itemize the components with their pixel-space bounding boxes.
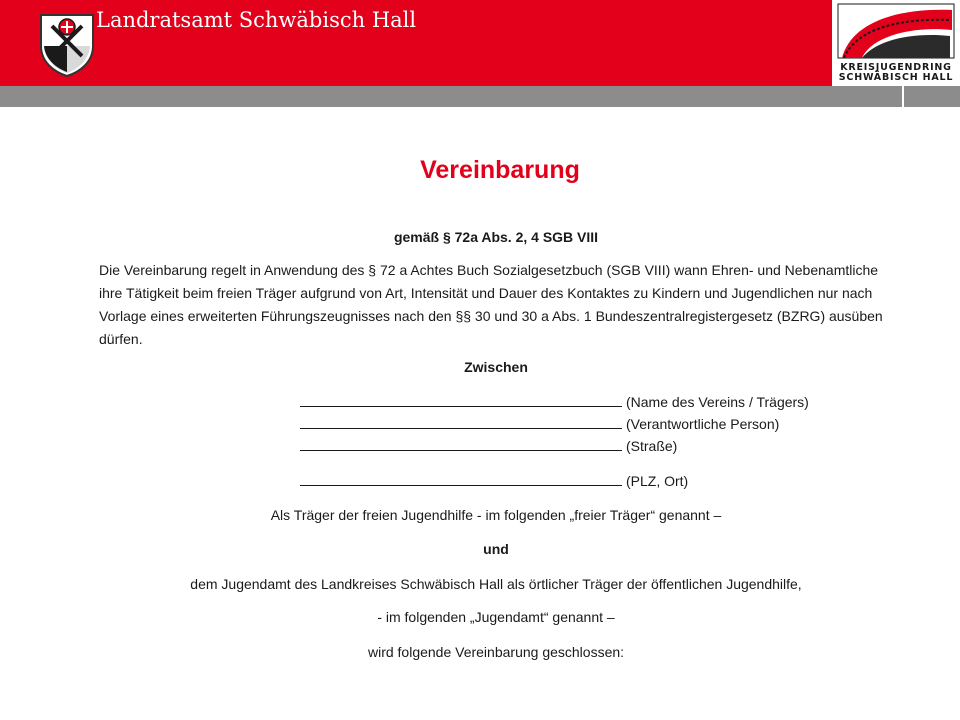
logo-text-line1: KREISJUGENDRING	[840, 62, 952, 73]
intro-paragraph: Die Vereinbarung regelt in Anwendung des § 72 a Achtes Buch Sozialgesetzbuch (SGB VIII) wann Ehren- und Nebenamtliche ihre Tätigkeit beim freien Träger aufgrund von Art, Intensität und Dauer des Kontaktes zu Kindern und Jugendlichen nur nach Vorlage eines erweiterten Führungszeugnisses nach den §§ 30 und 30 a Abs. 1 Bundeszentralregistergesetz (BZRG) ausüben dürfen.	[99, 262, 883, 347]
header-bar	[0, 0, 960, 86]
and-label: und	[483, 541, 509, 557]
fill-line[interactable]	[300, 414, 622, 429]
fill-line[interactable]	[300, 471, 622, 486]
logo-text-line2: SCHWÄBISCH HALL	[838, 72, 954, 83]
kreisjugendring-logo	[832, 0, 960, 86]
field-label: (Straße)	[626, 438, 678, 454]
page-title: Vereinbarung	[420, 156, 580, 184]
swoosh-logo-icon	[832, 0, 960, 60]
authority-name: Landratsamt Schwäbisch Hall	[96, 8, 417, 32]
field-label: (PLZ, Ort)	[626, 473, 689, 489]
field-label: (Name des Vereins / Trägers)	[626, 394, 809, 410]
field-responsible-person[interactable]	[300, 414, 779, 432]
field-postcode-city[interactable]	[300, 471, 688, 489]
free-carrier-clause: Als Träger der freien Jugendhilfe - im folgenden „freier Träger“ genannt –	[270, 507, 722, 523]
legal-basis-subtitle: gemäß § 72a Abs. 2, 4 SGB VIII	[393, 229, 599, 245]
fill-line[interactable]	[300, 392, 622, 407]
field-street[interactable]	[300, 436, 677, 454]
fill-line[interactable]	[300, 436, 622, 451]
youth-office-named: - im folgenden „Jugendamt“ genannt –	[377, 609, 615, 625]
coat-of-arms-icon	[38, 12, 96, 78]
youth-office-clause: dem Jugendamt des Landkreises Schwäbisch Hall als örtlicher Träger der öffentlichen Jugendhilfe,	[190, 576, 802, 592]
bar-separator	[902, 86, 904, 107]
field-organization-name[interactable]	[300, 392, 809, 410]
grey-divider-bar	[0, 86, 960, 107]
between-label: Zwischen	[464, 359, 528, 375]
concluded-statement: wird folgende Vereinbarung geschlossen:	[367, 644, 625, 660]
field-label: (Verantwortliche Person)	[626, 416, 780, 432]
